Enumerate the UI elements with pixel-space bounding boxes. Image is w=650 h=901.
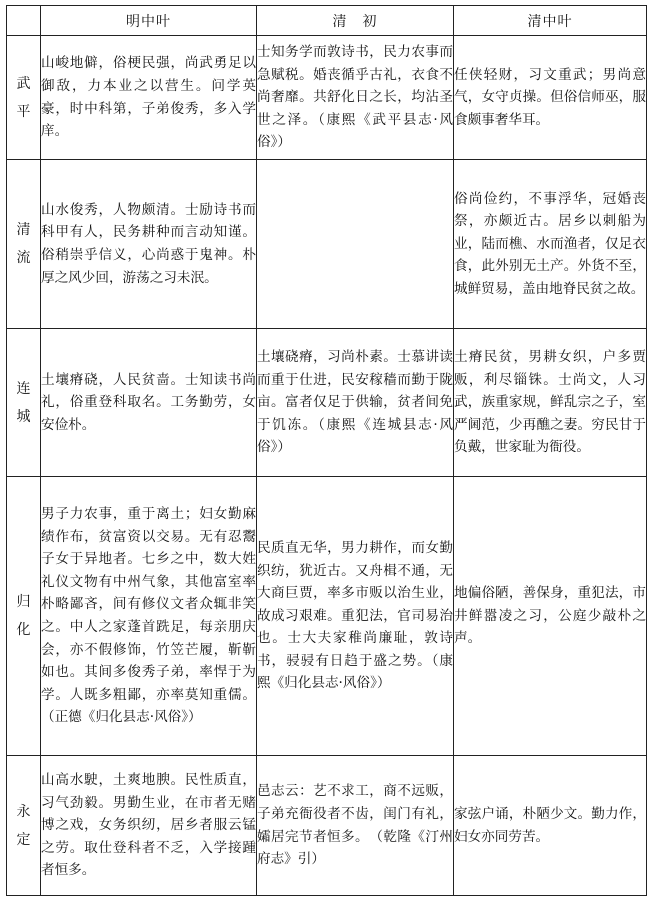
ming-mid-cell: 男子力农事，重于离土；妇女勤麻绩作布，贫富资以交易。无有忍鬻子女于异地者。七乡之中，数大姓礼仪文物有中州气象，其他富室率朴略鄙吝，间有修仪文者众辄非笑之。中人之家蓬首跣足，每亲朋庆会，亦不假修饰，竹笠芒履，靳靳如也。其间多俊秀子弟，率悍于为学。人既多粗鄙，亦率莫知重儒。（正德《归化县志·风俗》）: [41, 477, 257, 756]
qing-early-cell: 土壤硗瘠，习尚朴素。士慕讲读而重于仕进，民安稼穑而勤于陇亩。富者仅足于供输，贫者间免于饥冻。（康熙《连城县志·风俗》）: [257, 329, 454, 477]
table-row: [7, 477, 647, 756]
qing-mid-cell: 俗尚俭约，不事浮华，冠婚丧祭，亦颇近古。居乡以刺船为业，陆而樵、水而渔者，仅足衣食，此外别无土产。外货不至，城鲜贸易，盖由地脊民贫之故。: [454, 160, 647, 329]
ming-mid-cell: 山水俊秀，人物颇清。士励诗书而科甲有人，民务耕种而言动知谨。俗稍崇乎信义，心尚惑于鬼神。朴厚之风少回，游荡之习未泯。: [41, 160, 257, 329]
county-name: 武平: [16, 75, 31, 120]
header-corner-cell: [7, 6, 41, 36]
county-cell: [7, 36, 41, 160]
header-ming-mid: 明中叶: [41, 6, 257, 36]
county-cell: [7, 756, 41, 896]
county-name: 永定: [16, 803, 31, 848]
ming-mid-cell: 山峻地僻，俗梗民强，尚武勇足以御敌，力本业之以营生。问学英豪，时中科第，子弟俊秀，多入学庠。: [41, 36, 257, 160]
qing-early-cell: [257, 160, 454, 329]
ming-mid-cell: 土壤瘠硗，人民贫啬。士知读书尚礼，俗重登科取名。工务勤劳，女安俭朴。: [41, 329, 257, 477]
county-cell: [7, 477, 41, 756]
table-row: [7, 329, 647, 477]
qing-mid-cell: 地偏俗陋，善保身，重犯法，市井鲜嚣凌之习，公庭少敲朴之声。: [454, 477, 647, 756]
table-row: [7, 756, 647, 896]
qing-early-cell: 士知务学而敦诗书，民力农事而急赋税。婚丧循乎古礼，衣食不尚奢靡。共舒化日之长，均沾圣世之泽。（康熙《武平县志·风俗》）: [257, 36, 454, 160]
ming-mid-cell: 山高水駛，土爽地腴。民性质直，习气劲毅。男勤生业，在市者无赌博之戏，女务织纫，居乡者服云锰之劳。取仕登科者不乏，入学接踵者恒多。: [41, 756, 257, 896]
header-qing-early: 清 初: [257, 6, 454, 36]
header-qing-mid: 清中叶: [454, 6, 647, 36]
table-header-row: [7, 6, 647, 36]
qing-mid-cell: 土瘠民贫，男耕女织，户多贾贩，利尽锱铢。士尚文，人习武，族重家规，鲜乱宗之子，室严阃范，少再醮之妻。穷民甘于负戴，世家耻为衙役。: [454, 329, 647, 477]
qing-early-cell: 民质直无华，男力耕作，而女勤织纺，犹近古。又舟楫不通，无大商巨贾，率多市贩以治生业，故成习艰难。重犯法，官司易治也。士大夫家稚尚廉耻，敦诗书，骎骎有日趋于盛之势。（康熙《归化县志·风俗》）: [257, 477, 454, 756]
county-name: 连城: [16, 380, 31, 425]
customs-comparison-table: [6, 5, 647, 896]
county-name: 清流: [16, 222, 31, 266]
table-row: [7, 36, 647, 160]
county-name: 归化: [16, 594, 31, 638]
qing-mid-cell: 家弦户诵，朴陋少文。勤力作，妇女亦同劳苦。: [454, 756, 647, 896]
qing-early-cell: 邑志云：艺不求工，商不远贩，子弟充衙役者不齿，闺门有礼，孀居完节者恒多。 （乾隆《汀州府志》引）: [257, 756, 454, 896]
table-row: [7, 160, 647, 329]
county-cell: [7, 329, 41, 477]
qing-mid-cell: 任侠轻财，习文重武；男尚意气，女守贞操。但俗信师巫，服食颇事奢华耳。: [454, 36, 647, 160]
county-cell: [7, 160, 41, 329]
